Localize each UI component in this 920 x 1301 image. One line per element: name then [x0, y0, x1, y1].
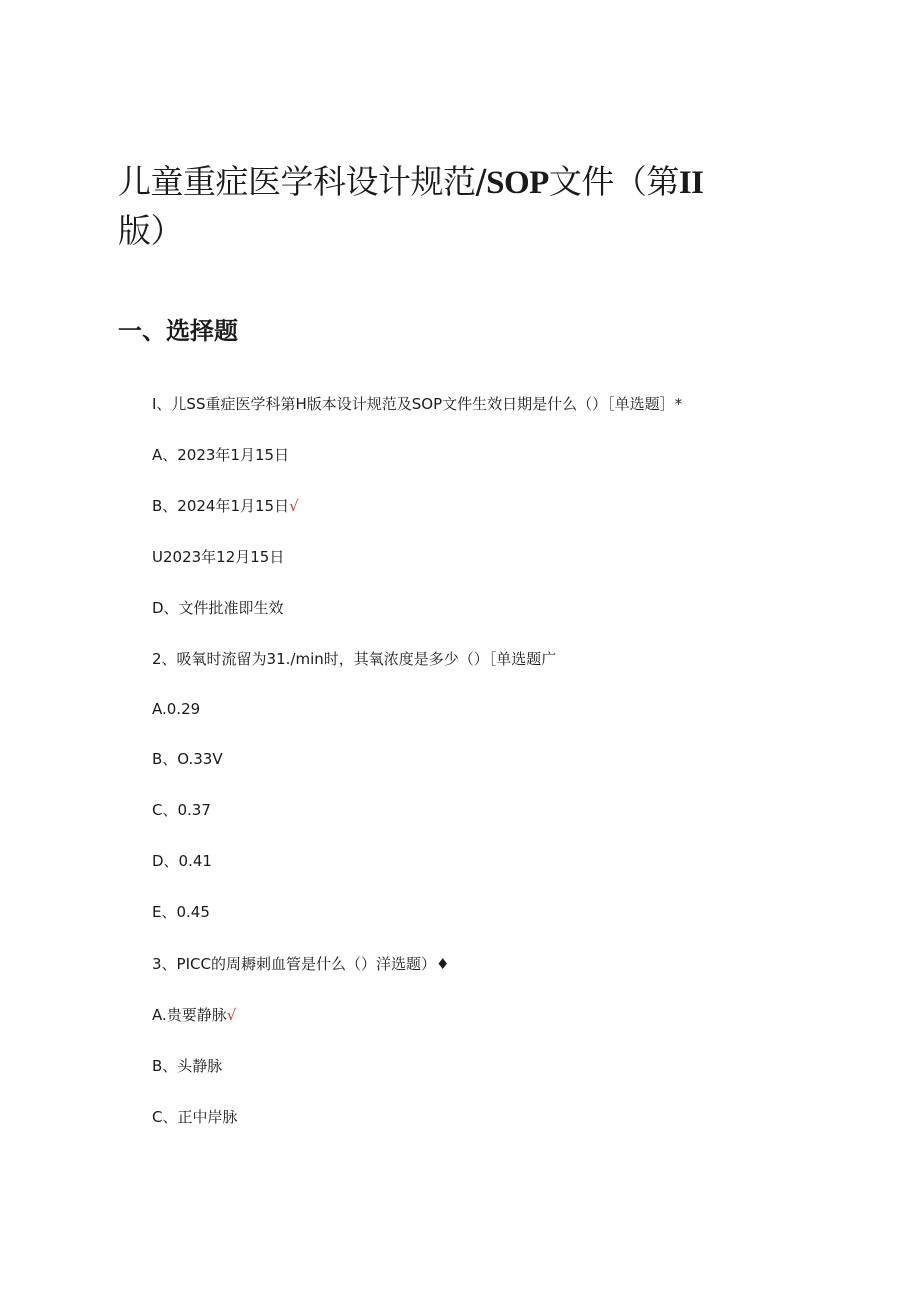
document-title: [118, 158, 718, 255]
question-2-stem: 2、吸氧时流留为31./min时，其氧浓度是多少（）［单选题广: [152, 650, 557, 668]
correct-checkmark: √: [226, 1006, 237, 1024]
question-3-option-b: B、头静脉: [152, 1057, 223, 1075]
question-2-option-e: E、0.45: [152, 903, 210, 921]
title-sop: SOP: [486, 165, 549, 201]
question-1-stem: I、儿SS重症医学科第H版本设计规范及SOP文件生效日期是什么（）［单选题］*: [152, 395, 683, 413]
question-2-option-b: B、O.33V: [152, 750, 223, 768]
section-heading: 一、选择题: [118, 317, 238, 345]
title-edition-roman: II: [678, 165, 704, 201]
question-1-option-c: U2023年12月15日: [152, 548, 285, 566]
question-3-option-c: C、正中岸脉: [152, 1108, 238, 1126]
question-3-option-a: A.贵要静脉√: [152, 1006, 237, 1024]
question-3-stem: 3、PICC的周耨刺血管是什么（）洋选题）♦: [152, 955, 450, 973]
correct-checkmark: √: [289, 497, 299, 515]
question-2-option-c: C、0.37: [152, 801, 211, 819]
question-1-option-a: A、2023年1月15日: [152, 446, 290, 464]
title-text-part3: 版）: [118, 211, 183, 250]
question-1-option-b: B、2024年1月15日√: [152, 497, 299, 515]
question-2-option-a: A.0.29: [152, 700, 201, 718]
title-text-part1: 儿童重症医学科设计规范/: [118, 162, 487, 201]
title-text-part2: 文件（第: [548, 162, 679, 201]
question-1-option-d: D、文件批准即生效: [152, 599, 284, 617]
question-2-option-d: D、0.41: [152, 852, 212, 870]
